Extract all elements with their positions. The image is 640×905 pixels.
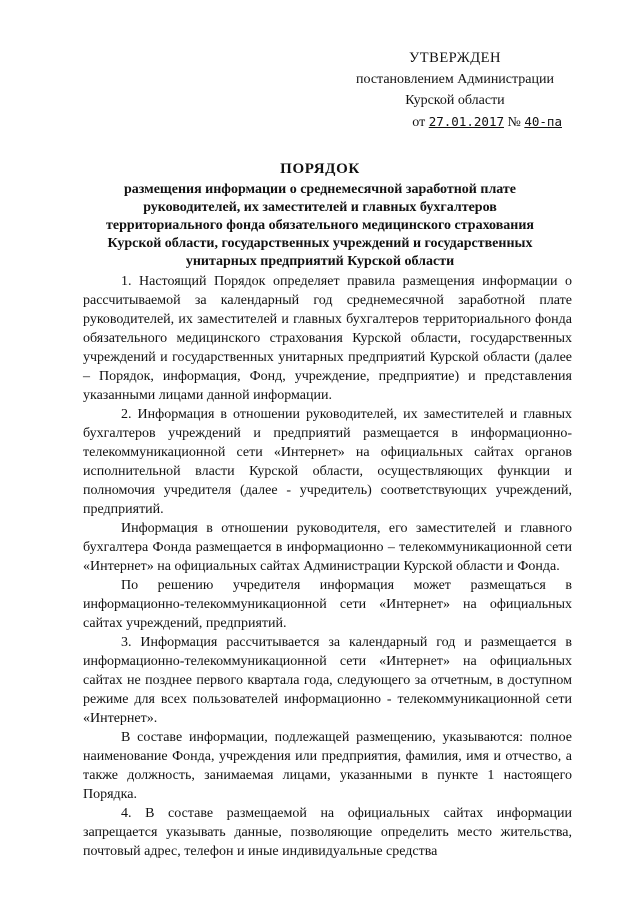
date-prefix: от	[412, 115, 426, 130]
document-title	[90, 160, 550, 271]
number-sign: №	[507, 115, 521, 130]
paragraph: 2. Информация в отношении руководителей, их заместителей и главных бухгалтеров учреждений и предприятий размещается в информационно-телекоммуникационной сети «Интернет» на официальных сайтах органов исполнительной власти Курской области, осуществляющих функции и полномочия учредителя (далее - учредитель) соответствующих учреждений, предприятий.	[83, 407, 572, 517]
document-body	[83, 272, 572, 861]
approval-date: 27.01.2017	[428, 114, 504, 129]
paragraph: Информация в отношении руководителя, его заместителей и главного бухгалтера Фонда размещается в информационно – телекоммуникационной сети «Интернет» на официальных сайтах Администрации Курской области и Фонда.	[83, 521, 572, 574]
approval-number: 40-па	[524, 114, 562, 129]
paragraph: По решению учредителя информация может размещаться в информационно-телекоммуникационной сети «Интернет» на официальных сайтах учреждений, предприятий.	[83, 578, 572, 631]
paragraph: 3. Информация рассчитывается за календарный год и размещается в информационно-телекоммуникационной сети «Интернет» на официальных сайтах не позднее первого квартала года, следующего за отчетным, в доступном режиме для всех пользователей информационно - телекоммуникационной сети «Интернет».	[83, 635, 572, 726]
approval-line-1: постановлением Администрации	[356, 72, 554, 87]
approval-date-line	[330, 111, 580, 133]
paragraph: В составе информации, подлежащей размещению, указываются: полное наименование Фонда, учреждения или предприятия, фамилия, имя и отчество, а также должность, занимаемая лицами, указанными в пункте 1 настоящего Порядка.	[83, 730, 572, 802]
paragraph: 1. Настоящий Порядок определяет правила размещения информации о рассчитываемой за календарный год среднемесячной заработной плате руководителей, их заместителей и главных бухгалтеров территориального фонда обязательного медицинского страхования Курской области, государственных учреждений и государственных унитарных предприятий Курской области (далее – Порядок, информация, Фонд, учреждение, предприятие) и представления указанными лицами данной информации.	[83, 274, 572, 403]
title-main: ПОРЯДОК	[280, 161, 360, 177]
approval-stamp	[330, 48, 580, 133]
approval-line-2: Курской области	[405, 93, 505, 108]
title-subtitle: размещения информации о среднемесячной заработной плате руководителей, их заместителей и главных бухгалтеров территориального фонда обязательного медицинского страхования Курской области, государственных учреждений и государственных унитарных предприятий Курской области	[106, 182, 534, 269]
paragraph: 4. В составе размещаемой на официальных сайтах информации запрещается указывать данные, позволяющие определить место жительства, почтовый адрес, телефон и иные индивидуальные средства	[83, 806, 572, 859]
approval-heading: УТВЕРЖДЕН	[409, 50, 501, 66]
